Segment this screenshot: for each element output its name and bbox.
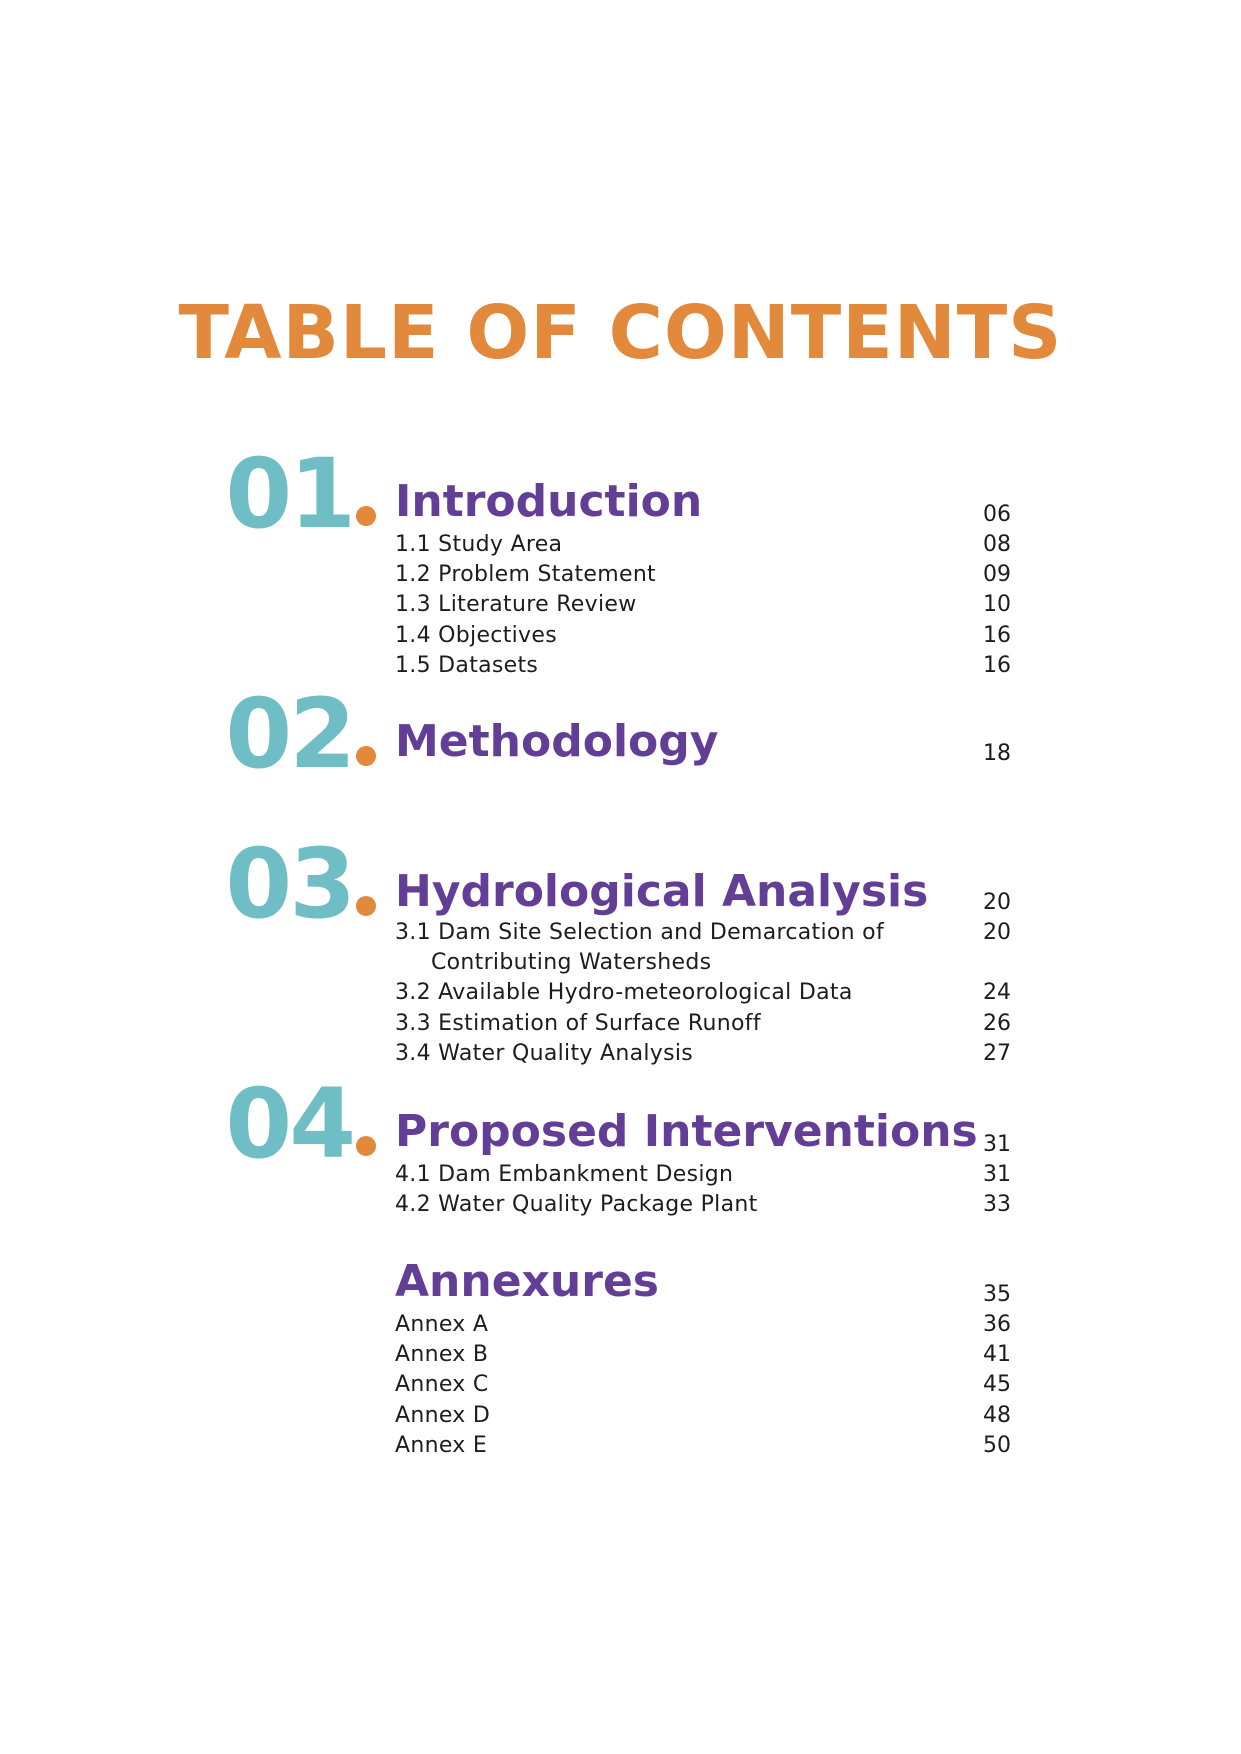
- section-number-dot: [356, 746, 376, 766]
- entry-label: Annex E: [395, 1432, 488, 1458]
- entry-label: [395, 918, 884, 978]
- toc-entry[interactable]: [395, 590, 1015, 620]
- section-entries: [395, 1160, 1015, 1220]
- entry-page-number: 26: [983, 1010, 1011, 1036]
- entry-page-number: 10: [983, 592, 1011, 618]
- entry-page-number: 50: [983, 1432, 1011, 1458]
- toc-entry[interactable]: [395, 1009, 1015, 1039]
- toc-entry[interactable]: [395, 560, 1015, 590]
- toc-entry[interactable]: [395, 621, 1015, 651]
- section-page-number: 35: [983, 1282, 1011, 1307]
- toc-entry[interactable]: [395, 1401, 1015, 1431]
- entry-label: 1.4 Objectives: [395, 622, 557, 648]
- toc-entry[interactable]: [395, 1310, 1015, 1340]
- section-entries: [395, 530, 1015, 681]
- entry-page-number: 08: [983, 532, 1011, 557]
- toc-entry[interactable]: [395, 918, 1015, 978]
- entry-label-line-1: 3.1 Dam Site Selection and Demarcation of: [395, 920, 884, 945]
- entry-page-number: 27: [983, 1040, 1011, 1066]
- entry-page-number: 41: [983, 1342, 1011, 1368]
- entry-label: 3.3 Estimation of Surface Runoff: [395, 1010, 761, 1036]
- entry-page-number: 36: [983, 1312, 1011, 1337]
- toc-entry[interactable]: [395, 1160, 1015, 1190]
- section-entries: [395, 918, 1015, 1069]
- entry-page-number: 16: [983, 622, 1011, 648]
- entry-page-number: 48: [983, 1402, 1011, 1428]
- entry-label: Annex B: [395, 1342, 489, 1368]
- toc-entry[interactable]: [395, 1190, 1015, 1220]
- toc-entry[interactable]: [395, 530, 1015, 560]
- section-number: 01: [225, 438, 353, 550]
- toc-entry[interactable]: [395, 1039, 1015, 1069]
- section-heading[interactable]: Annexures: [395, 1256, 659, 1307]
- section-number-dot: [356, 1136, 376, 1156]
- entry-page-number: 45: [983, 1372, 1011, 1398]
- section-number: 03: [225, 828, 353, 940]
- section-number-dot: [356, 506, 376, 526]
- entry-page-number: 20: [983, 920, 1011, 945]
- entry-label: Annex C: [395, 1372, 489, 1398]
- entry-page-number: 33: [983, 1192, 1011, 1218]
- entry-label: Annex D: [395, 1402, 491, 1428]
- toc-entry[interactable]: [395, 651, 1015, 681]
- section-heading[interactable]: Methodology: [395, 716, 719, 767]
- entry-label: Annex A: [395, 1312, 489, 1337]
- section-page-number: 18: [983, 741, 1011, 766]
- entry-label: 1.1 Study Area: [395, 532, 563, 557]
- section-entries: [395, 1310, 1015, 1461]
- entry-page-number: 16: [983, 652, 1011, 678]
- entry-label: 1.5 Datasets: [395, 652, 539, 678]
- section-page-number: 31: [983, 1132, 1011, 1157]
- section-heading[interactable]: Proposed Interventions: [395, 1106, 978, 1157]
- toc-entry[interactable]: [395, 978, 1015, 1008]
- section-page-number: 06: [983, 502, 1011, 527]
- toc-entry[interactable]: [395, 1431, 1015, 1461]
- entry-label: 3.2 Available Hydro-meteorological Data: [395, 980, 853, 1006]
- section-heading[interactable]: Introduction: [395, 476, 703, 527]
- toc-entry[interactable]: [395, 1370, 1015, 1400]
- section-number-dot: [356, 896, 376, 916]
- entry-label: 1.2 Problem Statement: [395, 562, 656, 588]
- toc-entry[interactable]: [395, 1340, 1015, 1370]
- entry-label: 4.1 Dam Embankment Design: [395, 1162, 734, 1187]
- entry-page-number: 31: [983, 1162, 1011, 1187]
- section-heading[interactable]: Hydrological Analysis: [395, 866, 929, 917]
- section-number: 04: [225, 1068, 353, 1180]
- entry-page-number: 24: [983, 980, 1011, 1006]
- section-page-number: 20: [983, 890, 1011, 915]
- entry-label: 1.3 Literature Review: [395, 592, 637, 618]
- entry-label: 4.2 Water Quality Package Plant: [395, 1192, 758, 1218]
- entry-label: 3.4 Water Quality Analysis: [395, 1040, 694, 1066]
- entry-page-number: 09: [983, 562, 1011, 588]
- section-number: 02: [225, 678, 353, 790]
- page-title: TABLE OF CONTENTS: [178, 290, 1063, 376]
- entry-label-line-2: Contributing Watersheds: [431, 950, 712, 975]
